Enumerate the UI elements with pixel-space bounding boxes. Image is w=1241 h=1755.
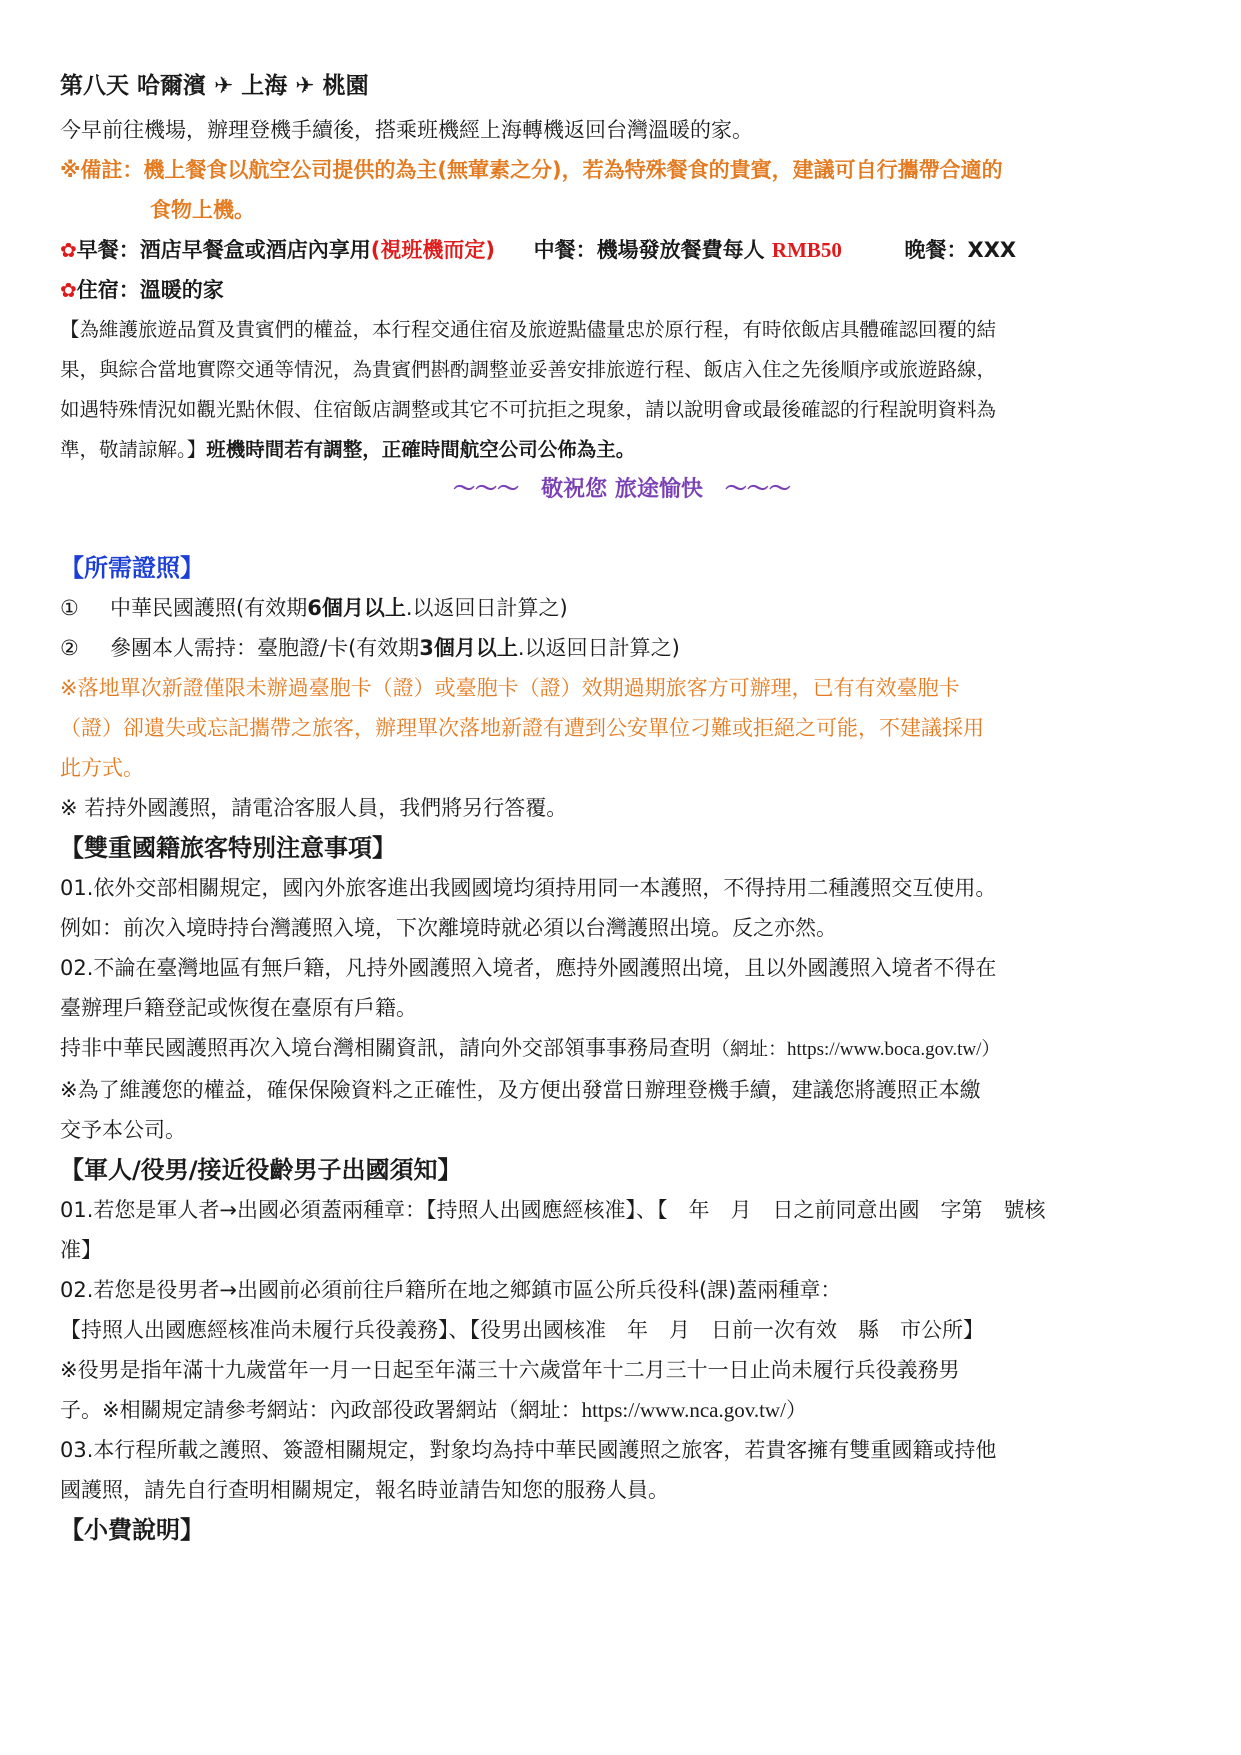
military-p1-line1: 01.若您是軍人者→出國必須蓋兩種章：【持照人出國應經核准】、【 年 月 日之前同意出國 字第 號核 (60, 1198, 1046, 1222)
docs-heading: 【所需證照】 (60, 554, 204, 582)
docs-item-1: ① 中華民國護照(有效期6個月以上.以返回日計算之) (60, 588, 1184, 628)
notice-line1: 【為維護旅遊品質及貴賓們的權益，本行程交通住宿及旅遊點儘量忠於原行程，有時依飯店具體確認回覆的結 (60, 318, 997, 341)
dinner-label: 晚餐：XXX (904, 238, 1017, 262)
farewell-line: ～～～ 敬祝您 旅途愉快 ～～～ (453, 477, 791, 502)
foreign-passport-note: ※ 若持外國護照，請電洽客服人員，我們將另行答覆。 (60, 796, 568, 820)
meals-row (60, 230, 1184, 270)
notice-end: 準，敬請諒解。】 (60, 438, 207, 461)
flower-icon: ✿ (60, 238, 77, 262)
flight-time-note: 班機時間若有調整，正確時間航空公司公佈為主。 (206, 438, 636, 461)
boca-link[interactable]: https://www.boca.gov.tw/ (787, 1039, 982, 1060)
military-p2-line1: 02.若您是役男者→出國前必須前往戶籍所在地之鄉鎮市區公所兵役科(課)蓋兩種章： (60, 1278, 842, 1302)
notice-line4 (60, 430, 1184, 470)
military-p1-line2: 准】 (60, 1238, 102, 1262)
circle-two-icon: ② (60, 636, 79, 660)
military-p4-line2: 國護照，請先自行查明相關規定，報名時並請告知您的服務人員。 (60, 1478, 669, 1502)
breakfast-label: 早餐：酒店早餐盒或酒店內享用 (76, 238, 371, 262)
docs-warning-line1: ※落地單次新證僅限未辦過臺胞卡（證）或臺胞卡（證）效期過期旅客方可辦理，已有有效臺胞卡 (60, 676, 960, 700)
circle-one-icon: ① (60, 596, 79, 620)
tips-heading: 【小費說明】 (60, 1516, 204, 1544)
dual-p4-line1: ※為了維護您的權益，確保保險資料之正確性，及方便出發當日辦理登機手續，建議您將護照正本繳 (60, 1078, 981, 1102)
flower-icon: ✿ (60, 278, 77, 302)
military-p2-line2: 【持照人出國應經核准尚未履行兵役義務】、【役男出國核准 年 月 日前一次有效 縣 市公所】 (60, 1318, 984, 1342)
nca-link[interactable]: https://www.nca.gov.tw/ (581, 1398, 786, 1422)
docs-warning-line2: （證）卻遺失或忘記攜帶之旅客，辦理單次落地新證有遭到公安單位刁難或拒絕之可能，不建議採用 (60, 716, 984, 740)
docs-warning-line3: 此方式。 (60, 756, 144, 780)
dual-p4-line2: 交予本公司。 (60, 1118, 186, 1142)
meal-note-line1: ※備註：機上餐食以航空公司提供的為主(無葷素之分)，若為特殊餐食的貴賓，建議可自行攜帶合適的 (60, 158, 1003, 182)
dual-p3: 持非中華民國護照再次入境台灣相關資訊，請向外交部領事事務局查明（網址：https://www.boca.gov.tw/） (60, 1036, 1001, 1060)
military-p4-line1: 03.本行程所載之護照、簽證相關規定，對象均為持中華民國護照之旅客，若貴客擁有雙重國籍或持他 (60, 1438, 997, 1462)
notice-line3: 如遇特殊情況如觀光點休假、住宿飯店調整或其它不可抗拒之現象，請以說明會或最後確認的行程說明資料為 (60, 398, 997, 421)
lunch-amount: RMB50 (771, 238, 842, 262)
military-p3-line2: 子。※相關規定請參考網站：內政部役政署網站（網址：https://www.nca.gov.tw/） (60, 1398, 807, 1422)
lunch-label: 中餐：機場發放餐費每人 (533, 238, 772, 262)
breakfast-note: (視班機而定) (370, 238, 495, 262)
stay-label: 住宿：溫暖的家 (76, 278, 224, 302)
dual-p1-line2: 例如：前次入境時持台灣護照入境，下次離境時就必須以台灣護照出境。反之亦然。 (60, 916, 837, 940)
itinerary-page (60, 66, 1184, 1550)
military-heading: 【軍人/役男/接近役齡男子出國須知】 (60, 1156, 462, 1184)
dual-p2-line1: 02.不論在臺灣地區有無戶籍，凡持外國護照入境者，應持外國護照出境，且以外國護照入境者不得在 (60, 956, 997, 980)
docs-item-2: ② 參團本人需持：臺胞證/卡(有效期3個月以上.以返回日計算之) (60, 628, 1184, 668)
dual-heading: 【雙重國籍旅客特別注意事項】 (60, 834, 396, 862)
meal-note-line2: 食物上機。 (150, 198, 255, 222)
day8-title: 第八天 哈爾濱 ✈ 上海 ✈ 桃園 (60, 73, 369, 99)
military-p3-line1: ※役男是指年滿十九歲當年一月一日起至年滿三十六歲當年十二月三十一日止尚未履行兵役義務男 (60, 1358, 960, 1382)
dual-p2-line2: 臺辦理戶籍登記或恢復在臺原有戶籍。 (60, 996, 417, 1020)
day8-description: 今早前往機場，辦理登機手續後，搭乘班機經上海轉機返回台灣溫暖的家。 (60, 118, 753, 142)
notice-line2: 果，與綜合當地實際交通等情況，為貴賓們斟酌調整並妥善安排旅遊行程、飯店入住之先後順序或旅遊路線， (60, 358, 997, 381)
dual-p1-line1: 01.依外交部相關規定，國內外旅客進出我國國境均須持用同一本護照，不得持用二種護照交互使用。 (60, 876, 997, 900)
stay-row (60, 270, 1184, 310)
